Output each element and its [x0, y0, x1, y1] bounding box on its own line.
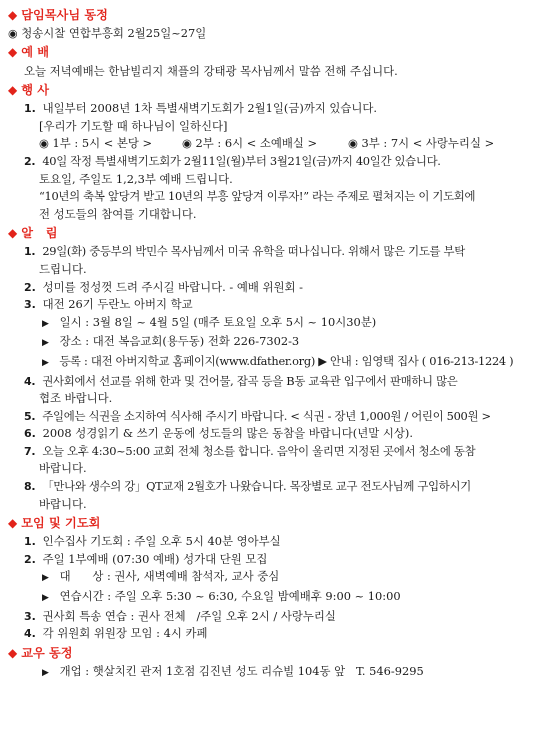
triangle-right-icon: ▶ [42, 667, 49, 678]
list-item [8, 296, 540, 314]
section-title-text: 행 사 [21, 82, 50, 97]
triangle-right-icon: ▶ [42, 318, 49, 329]
item-text: 「만나와 생수의 강」QT교재 2월호가 나왔습니다. 목장별로 교구 전도사님께 구입하시기 [42, 479, 471, 494]
service-option-2: ◉ 2부 : 6시 < 소예배실 > [182, 136, 318, 151]
list-item [8, 443, 540, 461]
sub-item [8, 568, 540, 588]
item-text: 토요일, 주일도 1,2,3부 예배 드립니다. [39, 171, 233, 186]
item-number: 1. [24, 245, 36, 259]
item-number: 1. [24, 535, 36, 549]
item-text: 2008 성경읽기 & 쓰기 운동에 성도들의 많은 동참을 바랍니다(년말 시상). [42, 426, 413, 441]
service-option-1: ◉ 1부 : 5시 < 본당 > [39, 136, 153, 151]
item-number: 3. [24, 609, 36, 623]
item-text: 권사회에서 선교를 위해 한과 및 건어물, 잡곡 등을 B동 교육관 입구에서 판매하니 많은 [42, 373, 458, 388]
triangle-right-icon: ▶ [42, 338, 49, 349]
item-text: 각 위원회 위원장 모임 : 4시 카페 [42, 626, 208, 641]
item-text: 바랍니다. [39, 461, 87, 476]
item-number: 1. [24, 102, 36, 116]
item-number: 2. [24, 154, 36, 168]
item-text: 대전 26기 두란노 아버지 학교 [42, 297, 193, 312]
section-pastor-title [8, 6, 540, 25]
diamond-icon: ◆ [8, 7, 18, 22]
triangle-right-icon: ▶ [42, 593, 49, 604]
circle-bullet-icon: ◉ [8, 27, 18, 40]
sub-item [8, 588, 540, 608]
sub-item-text: 등록 : 대전 아버지학교 홈페이지(www.dfather.org) ▶ 안내 : 임영택 집사 ( 016-213-1224 ) [59, 353, 514, 368]
item-text: 성미를 정성껏 드려 주시길 바랍니다. - 예배 위원회 - [42, 279, 303, 294]
item-number: 4. [24, 627, 36, 641]
list-item [8, 153, 540, 171]
pastor-text: 청송시찰 연합부흥회 2월25일~27일 [21, 26, 207, 40]
list-item [8, 243, 540, 261]
item-text: “10년의 축복 앞당겨 받고 10년의 부흥 앞당겨 이루자!” 라는 주제로 펼쳐지는 이 기도회에 [39, 189, 476, 204]
diamond-icon: ◆ [8, 226, 18, 241]
item-text: 바랍니다. [39, 496, 87, 511]
list-item [8, 625, 540, 643]
item-text: [우리가 기도할 때 하나님이 일하신다] [39, 118, 228, 133]
item-number: 4. [24, 374, 36, 388]
sub-item [8, 353, 540, 373]
sub-item-text: 대 상 : 권사, 새벽예배 참석자, 교사 중심 [59, 569, 280, 584]
list-item [8, 551, 540, 569]
item-number: 5. [24, 409, 36, 423]
item-text: 주일에는 식권을 소지하여 식사해 주시기 바랍니다. < 식권 - 장년 1,000원 / 어린이 500원 > [42, 408, 491, 423]
item-text: 29일(화) 중등부의 박민수 목사님께서 미국 유학을 떠나십니다. 위해서 많은 기도를 부탁 [42, 244, 465, 259]
sub-item-text: 개업 : 햇살치킨 관저 1호점 김진년 성도 리슈빌 104동 앞 T. 546-9295 [59, 663, 424, 678]
triangle-right-icon: ▶ [42, 573, 49, 584]
sub-item [8, 663, 540, 683]
section-members-title [8, 644, 540, 663]
item-text: 오늘 오후 4:30~5:00 교회 전체 청소를 합니다. 음악이 울리면 지정된 곳에서 청소에 동참 [42, 443, 476, 458]
sub-item [8, 333, 540, 353]
item-text: 전 성도들의 참여를 기대합니다. [39, 206, 197, 221]
list-item [8, 100, 540, 118]
item-number: 6. [24, 427, 36, 441]
item-number: 3. [24, 298, 36, 312]
item-text: 주일 1부예배 (07:30 예배) 성가대 단원 모집 [42, 551, 268, 566]
sub-item [8, 314, 540, 334]
list-item [8, 408, 540, 426]
list-item [8, 478, 540, 496]
item-number: 7. [24, 444, 36, 458]
list-item [8, 279, 540, 297]
diamond-icon: ◆ [8, 82, 18, 97]
section-title-text: 교우 동정 [21, 645, 73, 660]
item-text: 내일부터 2008년 1차 특별새벽기도회가 2월1일(금)까지 있습니다. [42, 101, 378, 116]
triangle-right-icon: ▶ [42, 357, 49, 368]
item-text: 권사회 특송 연습 : 권사 전체 /주일 오후 2시 / 사랑누리실 [42, 608, 336, 623]
section-title-text: 예 배 [21, 45, 50, 60]
diamond-icon: ◆ [8, 45, 18, 60]
item-text: 40일 작정 특별새벽기도회가 2월11일(월)부터 3월21일(금)까지 40일간 있습니다. [42, 153, 441, 168]
worship-text: 오늘 저녁예배는 한남빌리지 채플의 강태광 목사님께서 말씀 전해 주십니다. [24, 63, 398, 78]
section-notices-title [8, 224, 540, 243]
diamond-icon: ◆ [8, 645, 18, 660]
item-number: 8. [24, 480, 36, 494]
sub-item-text: 연습시간 : 주일 오후 5:30 ~ 6:30, 수요일 밤예배후 9:00 ~ 10:00 [59, 589, 401, 604]
item-text: 협조 바랍니다. [39, 391, 113, 406]
section-events-title [8, 81, 540, 100]
section-meetings-title [8, 514, 540, 533]
section-title-text: 모임 및 기도회 [21, 515, 101, 530]
section-worship-title [8, 44, 540, 63]
list-item [8, 608, 540, 626]
sub-item-text: 장소 : 대전 복음교회(용두동) 전화 226-7302-3 [59, 334, 300, 349]
list-item [8, 425, 540, 443]
section-title-text: 담임목사님 동정 [21, 7, 108, 22]
list-item [8, 533, 540, 551]
item-text: 인수집사 기도회 : 주일 오후 5시 40분 영아부실 [42, 534, 281, 549]
service-option-3: ◉ 3부 : 7시 < 사랑누리실 > [348, 136, 495, 151]
list-item [8, 373, 540, 391]
item-number: 2. [24, 280, 36, 294]
diamond-icon: ◆ [8, 515, 18, 530]
sub-item-text: 일시 : 3월 8일 ~ 4월 5일 (매주 토요일 오후 5시 ~ 10시30분) [59, 314, 377, 329]
pastor-line [8, 25, 540, 43]
section-title-text: 알 림 [21, 226, 58, 241]
item-text: 드립니다. [39, 261, 87, 276]
item-number: 2. [24, 552, 36, 566]
service-options [8, 135, 540, 153]
